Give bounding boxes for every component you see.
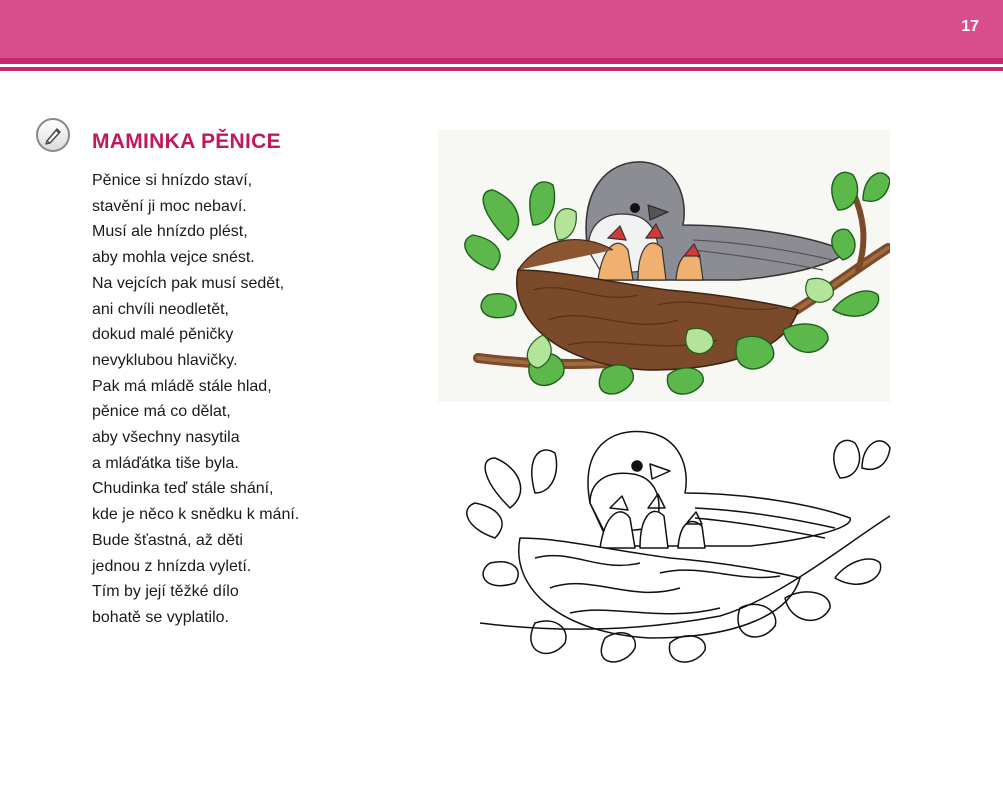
header-stripe-thin: [0, 67, 1003, 71]
poem-line: Na vejcích pak musí sedět,: [92, 274, 285, 292]
poem-line: Tím by její těžké dílo: [92, 583, 239, 601]
poem-line: stavění ji moc nebaví.: [92, 197, 247, 215]
pencil-icon: [36, 118, 70, 152]
poem-line: Chudinka teď stále shání,: [92, 480, 274, 498]
poem-line: pěnice má co dělat,: [92, 403, 231, 421]
poem-line: nevyklubou hlavičky.: [92, 351, 238, 369]
page-number: 17: [961, 18, 979, 35]
poem-line: aby mohla vejce snést.: [92, 249, 255, 267]
poem-line: ani chvíli neodletět,: [92, 300, 229, 318]
coloring-illustration: [450, 418, 892, 680]
header-band: [0, 0, 1003, 58]
poem-line: bohatě se vyplatilo.: [92, 608, 229, 626]
poem-line: kde je něco k snědku k mání.: [92, 506, 300, 524]
poem-line: Pěnice si hnízdo staví,: [92, 172, 253, 189]
poem-line: Bude šťastná, až děti: [92, 531, 243, 549]
poem-line: jednou z hnízda vyletí.: [92, 557, 252, 575]
poem-line: Pak má mládě stále hlad,: [92, 377, 272, 395]
colored-illustration: [438, 130, 890, 402]
poem: [92, 168, 299, 631]
poem-line: a mláďátka tiše byla.: [92, 454, 239, 472]
poem-line: dokud malé pěničky: [92, 326, 234, 344]
poem-line: aby všechny nasytila: [92, 429, 240, 447]
poem-title: MAMINKA PĚNICE: [92, 130, 281, 153]
poem-line: Musí ale hnízdo plést,: [92, 223, 248, 241]
